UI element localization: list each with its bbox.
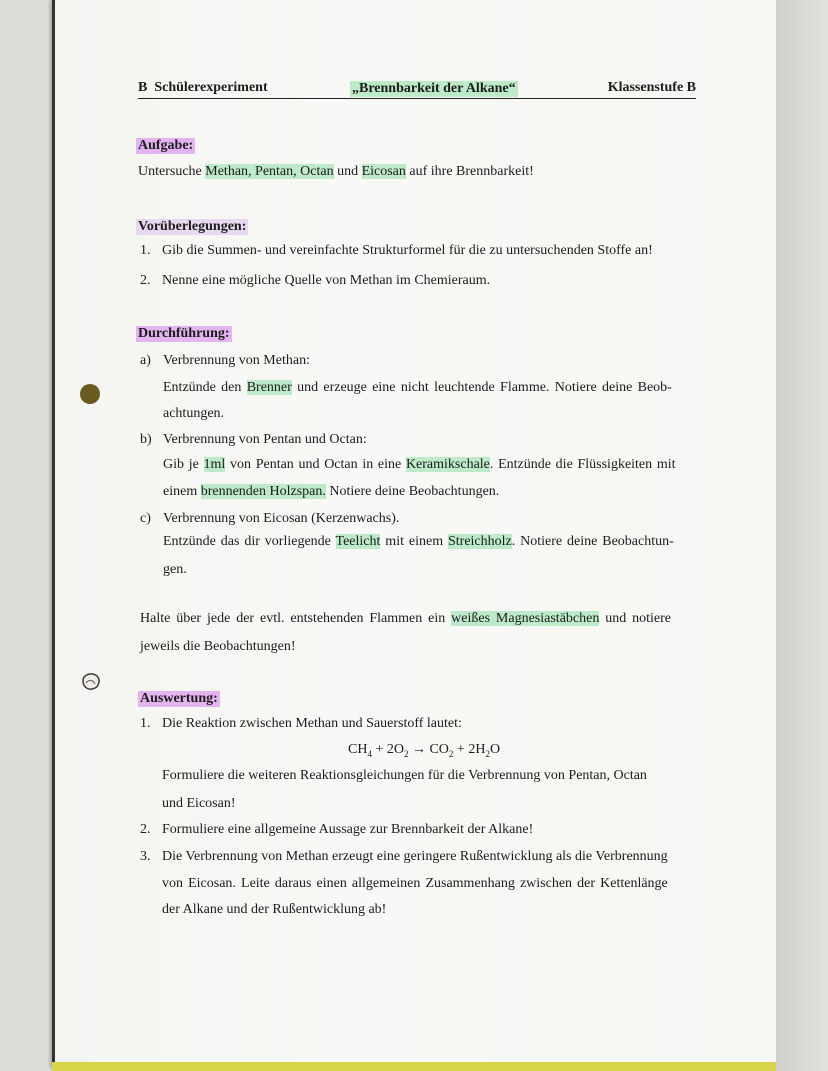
formula-o: O — [489, 742, 501, 757]
aufgabe-text-2: und — [333, 164, 362, 179]
formula-sub-co2: 2 — [448, 748, 454, 759]
section-title-vorueberlegungen: Vorüberlegungen: — [138, 219, 247, 234]
binder-edge — [52, 0, 55, 1068]
aus-item-1-num: 1. — [140, 716, 151, 731]
halte-l1-post: und notiere — [599, 611, 672, 626]
halte-line-2: jeweils die Beobachtungen! — [140, 639, 296, 654]
durch-a-l1-post: und erzeuge eine nicht leuchtende Flamme. Notiere deine Beob- — [291, 380, 672, 395]
halte-l1-pre: Halte über jede der evtl. entstehenden Flammen ein — [140, 611, 452, 626]
durch-b-l1-post: . Entzünde die Flüssigkeiten mit — [489, 457, 676, 472]
page-edge — [776, 0, 828, 1071]
halte-l1-highlight: weißes Magnesiastäbchen — [451, 611, 600, 626]
aufgabe-text — [138, 164, 534, 180]
formula-sub-h2: 2 — [485, 748, 490, 759]
durch-b-line-1 — [163, 457, 676, 473]
aus-item-3-num: 3. — [140, 849, 151, 864]
durch-b-line-2 — [163, 484, 499, 500]
durch-b-l1-mid: von Pentan und Octan in eine — [225, 457, 406, 472]
durch-a-line-2: achtungen. — [163, 406, 225, 421]
durch-b-title: Verbrennung von Pentan und Octan: — [163, 432, 367, 447]
yellow-paper-strip — [52, 1062, 776, 1071]
section-title-aufgabe: Aufgabe: — [138, 138, 194, 153]
durch-a-l1-pre: Entzünde den — [163, 380, 247, 395]
durch-c-label: c) — [140, 511, 151, 526]
aufgabe-text-1: Untersuche — [138, 164, 206, 179]
durch-a-title: Verbrennung von Methan: — [163, 353, 310, 368]
durch-b-l2-post: Notiere deine Beobachtungen. — [325, 484, 500, 499]
aufgabe-highlight-2: Eicosan — [361, 164, 406, 179]
durch-c-l1-post: . Notiere deine Beobachtun- — [511, 534, 674, 549]
punch-hole-torn-icon — [80, 671, 102, 691]
durch-a-label: a) — [140, 353, 151, 368]
formula-arrow-co: → CO — [408, 742, 449, 757]
aus-item-1-text: Die Reaktion zwischen Methan und Sauerstoff lautet: — [162, 716, 462, 731]
reaction-equation — [348, 742, 500, 759]
halte-line-1 — [140, 611, 671, 627]
header-left: B Schülerexperiment — [138, 80, 268, 95]
section-title-auswertung: Auswertung: — [140, 691, 218, 706]
durch-b-l1-highlight-2: Keramikschale — [405, 457, 490, 472]
vor-item-2-text: Nenne eine mögliche Quelle von Methan im Chemieraum. — [162, 273, 491, 288]
vor-item-1-text: Gib die Summen- und vereinfachte Strukturformel für die zu untersuchenden Stoffe an! — [162, 243, 653, 258]
durch-c-l1-pre: Entzünde das dir vorliegende — [163, 534, 336, 549]
punch-hole-icon — [80, 384, 100, 404]
durch-c-line-1 — [163, 534, 674, 550]
aus-item-3-line-2: von Eicosan. Leite daraus einen allgemeinen Zusammenhang zwischen der Kettenlänge — [162, 876, 668, 891]
formula-sub-4: 4 — [367, 748, 372, 759]
durch-b-label: b) — [140, 432, 152, 447]
formula-plus-h: + 2H — [453, 742, 486, 757]
header-title: „Brennbarkeit der Alkane“ — [352, 81, 516, 96]
aufgabe-highlight-1: Methan, Pentan, Octan — [205, 164, 334, 179]
durch-c-title: Verbrennung von Eicosan (Kerzenwachs). — [163, 511, 400, 526]
durch-b-l2-highlight: brennenden Holzspan. — [200, 484, 326, 499]
worksheet-header — [138, 78, 696, 99]
durch-a-l1-highlight: Brenner — [246, 380, 292, 395]
durch-c-l1-highlight-2: Streichholz — [447, 534, 512, 549]
aus-item-2-num: 2. — [140, 822, 151, 837]
vor-item-1-num: 1. — [140, 243, 151, 258]
aufgabe-text-3: auf ihre Brennbarkeit! — [405, 164, 534, 179]
header-right: Klassenstufe B — [607, 80, 696, 95]
durch-c-line-2: gen. — [163, 562, 187, 577]
formula-ch: CH — [348, 742, 368, 757]
formula-sub-o2: 2 — [403, 748, 409, 759]
durch-b-l1-highlight-1: 1ml — [203, 457, 226, 472]
aus-item-1-line-3: und Eicosan! — [162, 796, 236, 811]
section-title-durchfuehrung: Durchführung: — [138, 326, 230, 341]
durch-b-l1-pre: Gib je — [163, 457, 204, 472]
durch-b-l2-pre: einem — [163, 484, 201, 499]
aus-item-3-line-1: Die Verbrennung von Methan erzeugt eine geringere Rußentwicklung als die Verbrennung — [162, 849, 668, 864]
durch-c-l1-mid: mit einem — [380, 534, 448, 549]
formula-plus-o: + 2O — [371, 742, 404, 757]
aus-item-3-line-3: der Alkane und der Rußentwicklung ab! — [162, 902, 387, 917]
durch-a-line-1 — [163, 380, 672, 396]
durch-c-l1-highlight-1: Teelicht — [335, 534, 381, 549]
aus-item-2-text: Formuliere eine allgemeine Aussage zur Brennbarkeit der Alkane! — [162, 822, 534, 837]
aus-item-1-line-2: Formuliere die weiteren Reaktionsgleichungen für die Verbrennung von Pentan, Octan — [162, 768, 647, 783]
vor-item-2-num: 2. — [140, 273, 151, 288]
